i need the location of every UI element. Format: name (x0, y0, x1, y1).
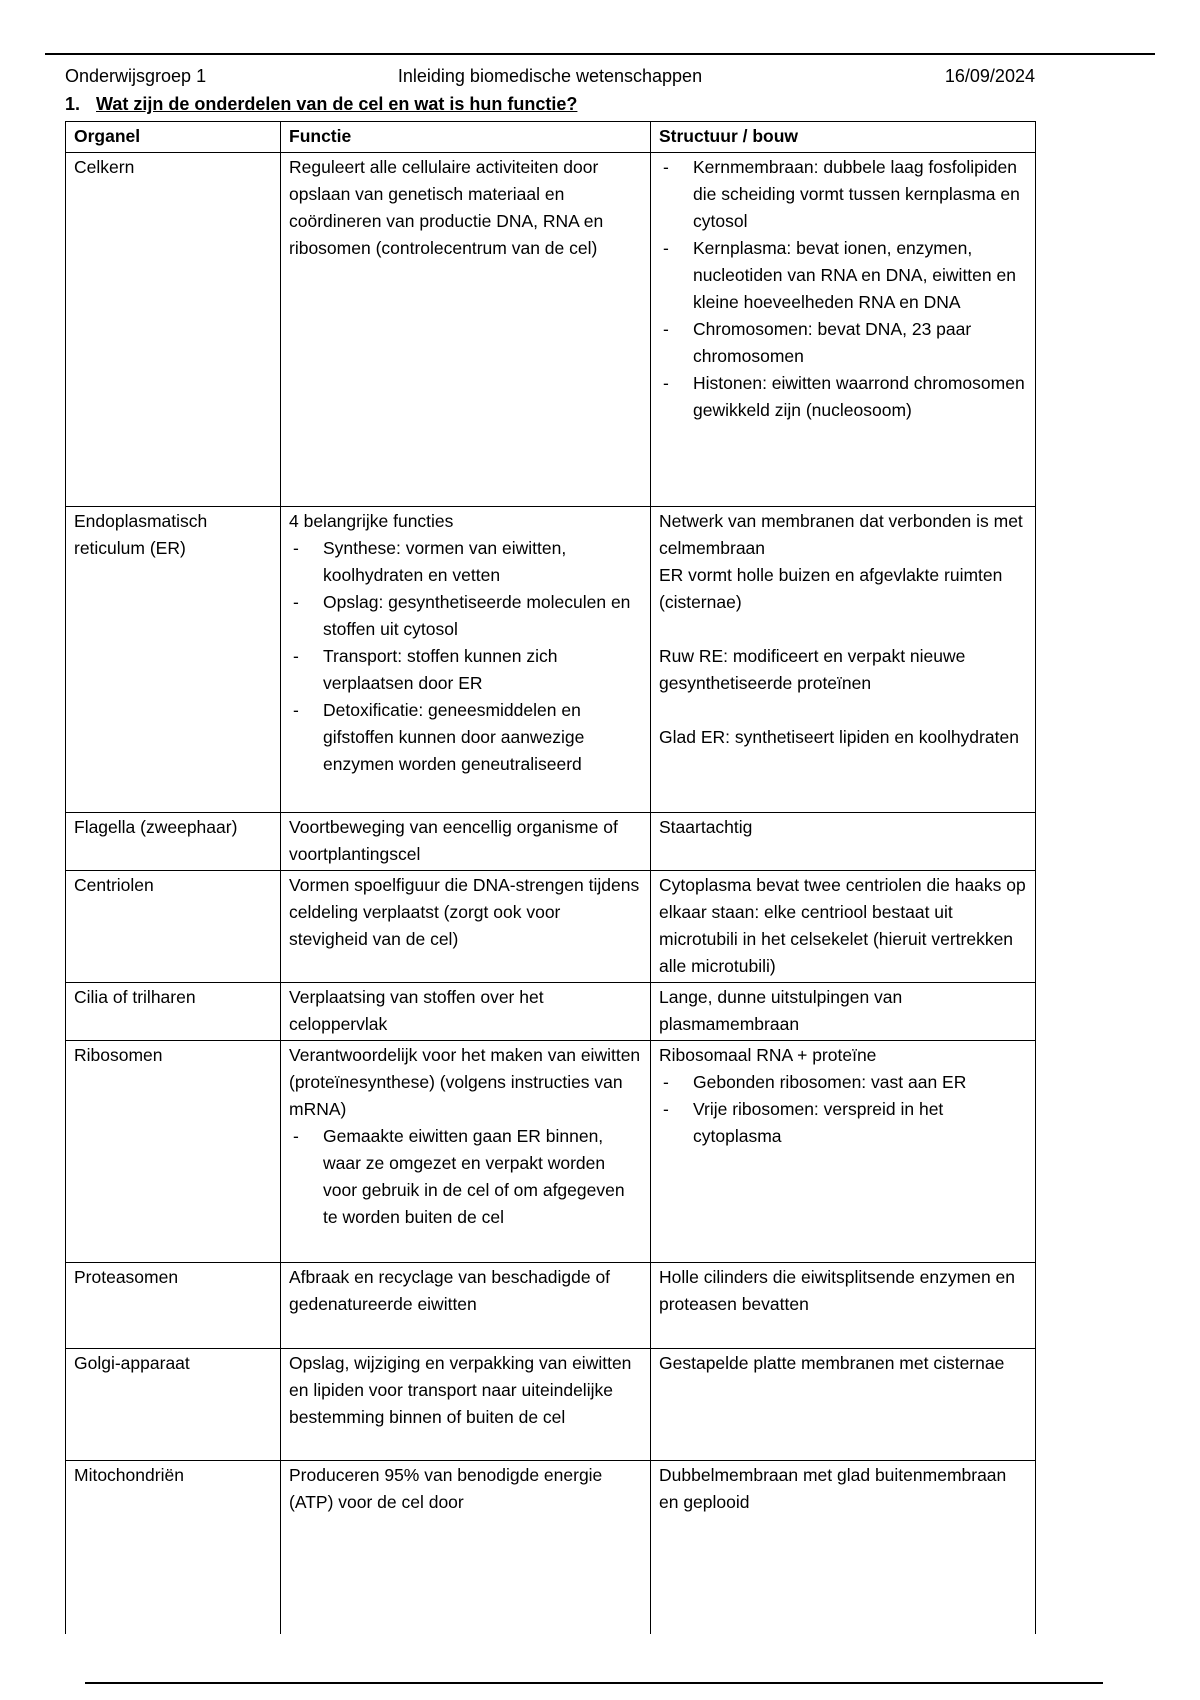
bullet-dash: - (293, 1126, 299, 1146)
table-body (66, 153, 1036, 1635)
column-header-structuur: Structuur / bouw (651, 122, 1036, 153)
bullet-text: Histonen: eiwitten waarrond chromosomen gewikkeld zijn (nucleosoom) (693, 373, 1025, 420)
cell-paragraph: Voortbeweging van eencellig organisme of voortplantingscel (289, 817, 618, 864)
table-header-row (66, 122, 1036, 153)
cell-paragraph: ER vormt holle buizen en afgevlakte ruimten (cisternae) (659, 565, 1003, 612)
bullet-text: Opslag: gesynthetiseerde moleculen en stoffen uit cytosol (323, 592, 631, 639)
bullet-item (289, 1123, 642, 1231)
header-course-title: Inleiding biomedische wetenschappen (397, 66, 703, 86)
cell-paragraph: Vormen spoelfiguur die DNA-strengen tijdens celdeling verplaatst (zorgt ook voor stevigheid van de cel) (289, 875, 640, 949)
organel-cell: Flagella (zweephaar) (66, 813, 281, 871)
organelles-table (65, 121, 1036, 1634)
functie-cell (281, 1461, 651, 1635)
organel-cell: Proteasomen (66, 1263, 281, 1349)
bullet-dash: - (293, 538, 299, 558)
bottom-divider (85, 1682, 1103, 1684)
functie-cell (281, 507, 651, 813)
organel-cell: Centriolen (66, 871, 281, 983)
bullet-dash: - (293, 646, 299, 666)
bullet-dash: - (293, 700, 299, 720)
document-header (65, 64, 1035, 88)
table-row (66, 153, 1036, 507)
structuur-cell (651, 1041, 1036, 1263)
cell-paragraph: Reguleert alle cellulaire activiteiten door opslaan van genetisch materiaal en coördineren van productie DNA, RNA en ribosomen (controlecentrum van de cel) (289, 157, 604, 258)
table-row (66, 1041, 1036, 1263)
cell-paragraph: Staartachtig (659, 817, 753, 837)
cell-paragraph: Ruw RE: modificeert en verpakt nieuwe gesynthetiseerde proteïnen (659, 646, 966, 693)
structuur-cell (651, 153, 1036, 507)
bullet-item (659, 1069, 1027, 1096)
cell-paragraph: Afbraak en recyclage van beschadigde of gedenatureerde eiwitten (289, 1267, 611, 1314)
bullet-text: Transport: stoffen kunnen zich verplaatsen door ER (323, 646, 558, 693)
organel-cell: Ribosomen (66, 1041, 281, 1263)
table-row (66, 1263, 1036, 1349)
heading-text: Wat zijn de onderdelen van de cel en wat is hun functie? (96, 94, 578, 114)
functie-cell (281, 983, 651, 1041)
bullet-text: Detoxificatie: geneesmiddelen en gifstoffen kunnen door aanwezige enzymen worden geneutraliseerd (323, 700, 585, 774)
bullet-text: Chromosomen: bevat DNA, 23 paar chromosomen (693, 319, 972, 366)
header-group-name: Onderwijsgroep 1 (65, 66, 207, 86)
bullet-text: Gebonden ribosomen: vast aan ER (693, 1072, 967, 1092)
structuur-cell (651, 871, 1036, 983)
structuur-cell (651, 1263, 1036, 1349)
bullet-item (289, 697, 642, 778)
bullet-text: Gemaakte eiwitten gaan ER binnen, waar ze omgezet en verpakt worden voor gebruik in de cel of om afgegeven te worden buiten de cel (323, 1126, 625, 1227)
bullet-item (289, 535, 642, 589)
bullet-dash: - (663, 1099, 669, 1119)
cell-paragraph: Lange, dunne uitstulpingen van plasmamembraan (659, 987, 903, 1034)
column-header-organel: Organel (66, 122, 281, 153)
organel-cell: Endoplasmatisch reticulum (ER) (66, 507, 281, 813)
cell-paragraph: Gestapelde platte membranen met cisternae (659, 1353, 1005, 1373)
bullet-item (659, 316, 1027, 370)
table-header (66, 122, 1036, 153)
bullet-text: Kernplasma: bevat ionen, enzymen, nucleotiden van RNA en DNA, eiwitten en kleine hoeveelheden RNA en DNA (693, 238, 1016, 312)
bullet-text: Synthese: vormen van eiwitten, koolhydraten en vetten (323, 538, 567, 585)
structuur-cell (651, 507, 1036, 813)
functie-cell (281, 813, 651, 871)
bullet-item (659, 370, 1027, 424)
bullet-dash: - (293, 592, 299, 612)
bullet-item (659, 235, 1027, 316)
bullet-dash: - (663, 238, 669, 258)
structuur-cell (651, 983, 1036, 1041)
cell-paragraph: Verplaatsing van stoffen over het celoppervlak (289, 987, 544, 1034)
functie-cell (281, 871, 651, 983)
functie-cell (281, 153, 651, 507)
column-header-functie: Functie (281, 122, 651, 153)
cell-paragraph: Dubbelmembraan met glad buitenmembraan en geplooid (659, 1465, 1007, 1512)
cell-paragraph: Ribosomaal RNA + proteïne (659, 1045, 877, 1065)
table-row (66, 1461, 1036, 1635)
table-row (66, 813, 1036, 871)
cell-paragraph: Glad ER: synthetiseert lipiden en koolhydraten (659, 727, 1019, 747)
cell-paragraph: Produceren 95% van benodigde energie (ATP) voor de cel door (289, 1465, 603, 1512)
top-divider (45, 53, 1155, 55)
cell-paragraph: 4 belangrijke functies (289, 511, 454, 531)
bullet-dash: - (663, 1072, 669, 1092)
heading-number: 1. (65, 94, 81, 114)
cell-paragraph: Opslag, wijziging en verpakking van eiwitten en lipiden voor transport naar uiteindelijke bestemming binnen of buiten de cel (289, 1353, 632, 1427)
table-row (66, 983, 1036, 1041)
table-row (66, 871, 1036, 983)
bullet-item (659, 154, 1027, 235)
bullet-item (289, 589, 642, 643)
bullet-dash: - (663, 373, 669, 393)
structuur-cell (651, 813, 1036, 871)
cell-paragraph: Netwerk van membranen dat verbonden is met celmembraan (659, 511, 1023, 558)
bullet-text: Kernmembraan: dubbele laag fosfolipiden die scheiding vormt tussen kernplasma en cytosol (693, 157, 1020, 231)
functie-cell (281, 1263, 651, 1349)
structuur-cell (651, 1461, 1036, 1635)
organel-cell: Cilia of trilharen (66, 983, 281, 1041)
cell-paragraph: Cytoplasma bevat twee centriolen die haaks op elkaar staan: elke centriool bestaat uit microtubili in het celsekelet (hieruit vertrekken alle microtubili) (659, 875, 1026, 976)
section-heading (65, 92, 577, 116)
table-row (66, 507, 1036, 813)
organel-cell: Golgi-apparaat (66, 1349, 281, 1461)
bullet-item (659, 1096, 1027, 1150)
header-date: 16/09/2024 (944, 66, 1035, 86)
bullet-dash: - (663, 157, 669, 177)
functie-cell (281, 1041, 651, 1263)
functie-cell (281, 1349, 651, 1461)
cell-paragraph: Verantwoordelijk voor het maken van eiwitten (proteïnesynthese) (volgens instructies van mRNA) (289, 1045, 641, 1119)
cell-paragraph: Holle cilinders die eiwitsplitsende enzymen en proteasen bevatten (659, 1267, 1016, 1314)
bullet-text: Vrije ribosomen: verspreid in het cytoplasma (693, 1099, 944, 1146)
structuur-cell (651, 1349, 1036, 1461)
organel-cell: Mitochondriën (66, 1461, 281, 1635)
bullet-item (289, 643, 642, 697)
organel-cell: Celkern (66, 153, 281, 507)
table-row (66, 1349, 1036, 1461)
bullet-dash: - (663, 319, 669, 339)
